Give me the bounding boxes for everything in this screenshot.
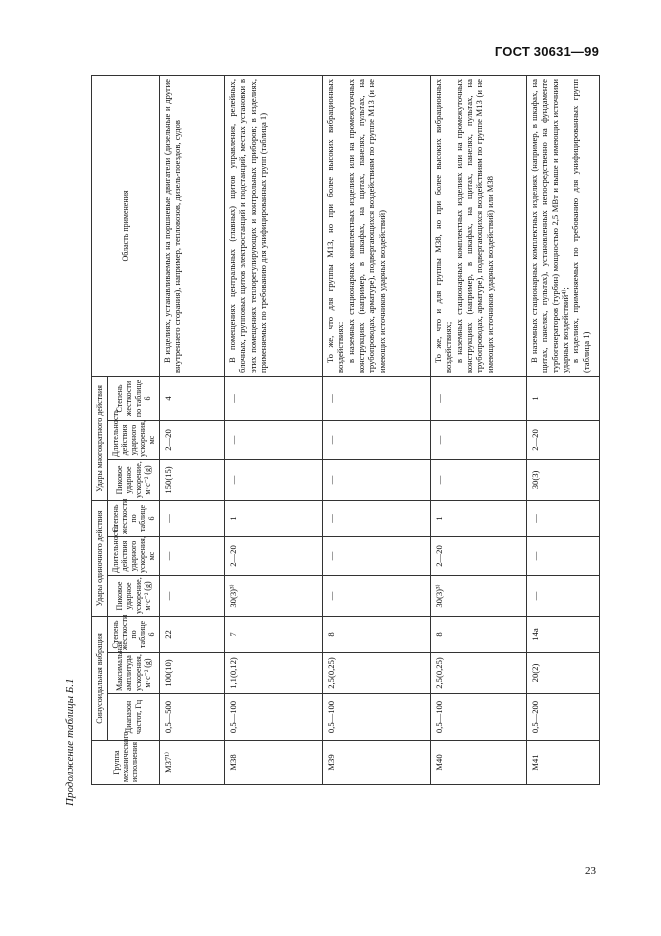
- cell-group: М38: [225, 741, 323, 785]
- cell-peak-multiple: —: [431, 459, 527, 500]
- cell-rigidity-single: —: [527, 500, 600, 536]
- cell-amplitude: 2,5(0,25): [431, 653, 527, 694]
- cell-duration-single: 2—20: [431, 536, 527, 575]
- header-duration-single: Длительность действия ударного ускорения, мс: [108, 536, 160, 575]
- cell-application: [431, 76, 527, 377]
- cell-peak-single: —: [160, 575, 225, 616]
- table-row: [431, 76, 527, 785]
- cell-rigidity-vibration: 8: [431, 616, 527, 652]
- requirements-table: [91, 75, 600, 785]
- application-paragraph: То же, что для группы М13, но при более высоких вибрационных воздействиях:: [325, 79, 346, 373]
- cell-rigidity-single: —: [160, 500, 225, 536]
- table-row: [527, 76, 600, 785]
- header-single-shocks: Удары одиночного действия: [92, 500, 108, 616]
- cell-freq: 0,5—100: [323, 694, 431, 741]
- standard-code: ГОСТ 30631—99: [494, 44, 599, 59]
- cell-rigidity-multiple: 4: [160, 376, 225, 420]
- cell-rigidity-vibration: 14а: [527, 616, 600, 652]
- cell-duration-single: —: [323, 536, 431, 575]
- cell-group: М37¹⁾: [160, 741, 225, 785]
- header-duration-multiple: Длительность действия ударного ускорения, мс: [108, 420, 160, 459]
- cell-duration-multiple: —: [323, 420, 431, 459]
- cell-freq: 0,5—100: [225, 694, 323, 741]
- cell-application: [225, 76, 323, 377]
- cell-rigidity-multiple: —: [225, 376, 323, 420]
- header-application: Область применения: [92, 76, 160, 377]
- cell-freq: 0,5—500: [160, 694, 225, 741]
- application-paragraph: в изделиях, применяемых по требованию для унифицированных групп (таблица 1): [570, 79, 591, 373]
- cell-duration-single: —: [160, 536, 225, 575]
- cell-peak-single: —: [527, 575, 600, 616]
- cell-duration-multiple: 2—20: [160, 420, 225, 459]
- header-rigidity-single: Степень жесткости по таблице 6: [108, 500, 160, 536]
- cell-rigidity-single: 1: [431, 500, 527, 536]
- cell-application: [160, 76, 225, 377]
- header-rigidity-multiple: Степень жесткости по таблице 6: [108, 376, 160, 420]
- cell-peak-single: 30(3)³⁾: [431, 575, 527, 616]
- application-paragraph: в наземных стационарных комплектных изделиях или на промежуточных конструкциях (например, в шкафах, на щитах, панелях, пультах, на трубопроводах, арматуре), подвергающихся воздействиям по группе М13 (и не имеющих источников ударных воздействий): [345, 79, 387, 373]
- cell-group: М40: [431, 741, 527, 785]
- application-paragraph: В изделиях, устанавливаемых на поршневые двигатели (дизельные и другие внутреннего сгорания), например, тепловозов, дизель-поездов, судов: [162, 79, 183, 373]
- cell-application: [323, 76, 431, 377]
- cell-rigidity-vibration: 22: [160, 616, 225, 652]
- header-sine-vibration: Синусоидальная вибрация: [92, 616, 108, 740]
- cell-group: М39: [323, 741, 431, 785]
- application-paragraph: в наземных стационарных комплектных изделиях или на промежуточных конструкциях (например, в шкафах, на щитах, панелях, пультах, на трубопроводах, арматуре), подвергающихся воздействиям по группе М13 (и не имеющих источников ударных воздействий) или М38: [453, 79, 495, 373]
- cell-rigidity-multiple: —: [323, 376, 431, 420]
- cell-rigidity-vibration: 8: [323, 616, 431, 652]
- cell-amplitude: 1,1(0,12): [225, 653, 323, 694]
- header-peak-accel-multiple: Пиковое ударное ускорение, м·с⁻² (g): [108, 459, 160, 500]
- cell-peak-multiple: 150(15): [160, 459, 225, 500]
- cell-amplitude: 2,5(0,25): [323, 653, 431, 694]
- cell-group: М41: [527, 741, 600, 785]
- cell-peak-single: —: [323, 575, 431, 616]
- cell-duration-single: —: [527, 536, 600, 575]
- cell-peak-multiple: 30(3): [527, 459, 600, 500]
- table-caption: Продолжение таблицы Б.1: [64, 678, 76, 806]
- cell-amplitude: 100(10): [160, 653, 225, 694]
- cell-rigidity-single: 1: [225, 500, 323, 536]
- cell-peak-multiple: —: [323, 459, 431, 500]
- header-peak-accel-single: Пиковое ударное ускорение, м·с⁻² (g): [108, 575, 160, 616]
- page-number: 23: [585, 865, 596, 877]
- rotated-table-container: [91, 75, 599, 785]
- table-row: [160, 76, 225, 785]
- header-max-amplitude: Максимальная амплитуда ускорения, м·с⁻² (g): [108, 653, 160, 694]
- cell-freq: 0,5—100: [431, 694, 527, 741]
- header-freq-range: Диапазон частот, Гц: [108, 694, 160, 741]
- table-row: [225, 76, 323, 785]
- cell-duration-single: 2—20: [225, 536, 323, 575]
- cell-rigidity-multiple: 1: [527, 376, 600, 420]
- cell-duration-multiple: —: [431, 420, 527, 459]
- cell-application: [527, 76, 600, 377]
- cell-peak-single: 30(3)³⁾: [225, 575, 323, 616]
- header-multiple-shocks: Удары многократного действия: [92, 376, 108, 500]
- cell-rigidity-single: —: [323, 500, 431, 536]
- cell-rigidity-multiple: —: [431, 376, 527, 420]
- application-paragraph: В помещениях центральных (главных) щитов управления, релейных, блочных, групповых щитов электростанций и подстанций, местах установки в этих помещениях теплорегулирующих и контрольных приборов; в изделиях, применяемых по требованию для унифицированных групп (таблица 1): [227, 79, 268, 373]
- cell-freq: 0,5—200: [527, 694, 600, 741]
- header-rigidity-vibration: Степень жесткости по таблице 6: [108, 616, 160, 652]
- header-group: Группа механического исполнения: [92, 741, 160, 785]
- cell-peak-multiple: —: [225, 459, 323, 500]
- cell-rigidity-vibration: 7: [225, 616, 323, 652]
- table-row: [323, 76, 431, 785]
- application-paragraph: То же, что и для группы М38, но при более высоких вибрационных воздействиях;: [433, 79, 454, 373]
- cell-amplitude: 20(2): [527, 653, 600, 694]
- cell-duration-multiple: —: [225, 420, 323, 459]
- cell-duration-multiple: 2—20: [527, 420, 600, 459]
- application-paragraph: В наземных стационарных комплектных изделиях (например, в шкафах, на щитах, панелях, пультах), установленных непосредственно на фундаменте турбогенераторов (турбин) мощностью 2,5 МВт и выше и имеющих источники ударных воздействий⁴⁾;: [529, 79, 570, 373]
